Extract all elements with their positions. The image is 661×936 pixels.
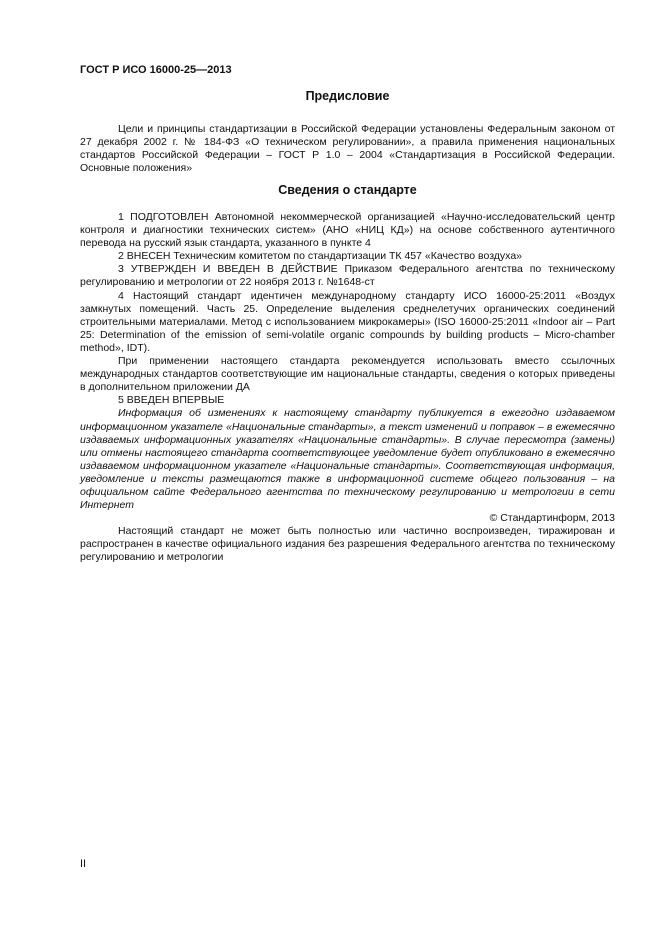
foreword-title: Предисловие xyxy=(305,89,390,103)
changes-notice: Информация об изменениях к настоящему стандарту публикуется в ежегодно издаваемом информационном указателе «Национальные стандарты», а текст изменений и поправок – в ежемесячно издаваемых информационных указателях «Национальные стандарты». В случае пересмотра (замены) или отмены настоящего стандарта соответствующее уведомление будет опубликовано в ежемесячно издаваемом информационном указателе «Национальные стандарты». Соответствующая информация, уведомление и тексты размещаются также в информационной системе общего пользования – на официальном сайте Федерального агентства по техническому регулированию и метрологии в сети Интернет xyxy=(80,407,615,512)
info-item-reference-note: При применении настоящего стандарта рекомендуется использовать вместо ссылочных международных стандартов соответствующие им национальные стандарты, сведения о которых приведены в дополнительном приложении ДА xyxy=(80,355,615,394)
foreword-paragraph: Цели и принципы стандартизации в Российской Федерации установлены Федеральным законом от 27 декабря 2002 г. № 184-ФЗ «О техническом регулировании», а правила применения национальных стандартов Российской Федерации – ГОСТ Р 1.0 – 2004 «Стандартизация в Российской Федерации. Основные положения» xyxy=(80,123,615,175)
info-title: Сведения о стандарте xyxy=(278,183,417,197)
page-number: II xyxy=(80,858,87,870)
info-item-1: 1 ПОДГОТОВЛЕН Автономной некоммерческой организацией «Научно-исследовательский центр контроля и диагностики технических систем» (АНО «НИЦ КД») на основе собственного аутентичного перевода на русский язык стандарта, указанного в пункте 4 xyxy=(80,211,615,250)
info-item-3: 3 УТВЕРЖДЕН И ВВЕДЕН В ДЕЙСТВИЕ Приказом Федерального агентства по техническому регулированию и метрологии от 22 ноября 2013 г. №1648-ст xyxy=(80,263,615,289)
info-item-5: 5 ВВЕДЕН ВПЕРВЫЕ xyxy=(118,394,225,407)
info-section xyxy=(80,211,615,565)
reproduction-notice: Настоящий стандарт не может быть полностью или частично воспроизведен, тиражирован и распространен в качестве официального издания без разрешения Федерального агентства по техническому регулированию и метрологии xyxy=(80,525,615,564)
standard-code-header: ГОСТ Р ИСО 16000-25—2013 xyxy=(80,64,232,76)
info-item-2: 2 ВНЕСЕН Техническим комитетом по стандартизации ТК 457 «Качество воздуха» xyxy=(118,250,522,263)
foreword-section xyxy=(80,123,615,175)
info-item-4: 4 Настоящий стандарт идентичен международному стандарту ИСО 16000-25:2011 «Воздух замкнутых помещений. Часть 25. Определение выделения среднелетучих органических соединений строительными материалами. Метод с использованием микрокамеры» (ISO 16000-25:2011 «Indoor air – Part 25: Determination of the emission of semi-volatile organic compounds by building products – Micro-chamber method», IDT). xyxy=(80,289,615,354)
copyright-line: © Стандартинформ, 2013 xyxy=(489,512,615,525)
